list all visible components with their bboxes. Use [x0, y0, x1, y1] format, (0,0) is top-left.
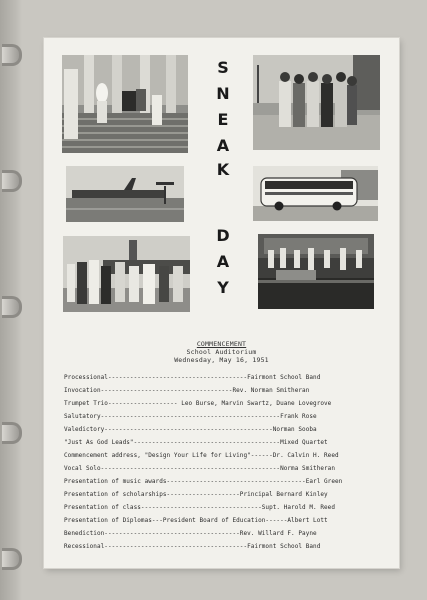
commencement-date: Wednesday, May 16, 1951 [174, 356, 269, 364]
yearbook-page [44, 38, 399, 568]
day-letter: A [216, 252, 230, 271]
photo-crowd-outdoors [63, 236, 190, 312]
program-line: Commencement address, "Design Your Life for Living"------Dr. Calvin H. Reed [64, 452, 339, 459]
photo-bus [253, 166, 378, 221]
sneak-letter: A [216, 136, 230, 155]
binder-ring [2, 548, 22, 570]
program-line: Trumpet Trio------------------- Leo Burse, Marvin Swartz, Duane Lovegrove [64, 400, 332, 407]
sneak-letter: N [216, 84, 230, 103]
program-line: "Just As God Leads"----------------------------------------Mixed Quartet [64, 439, 328, 446]
day-letter: D [216, 226, 230, 245]
photo-girls-group [253, 55, 380, 150]
binder-ring [2, 170, 22, 192]
sneak-letter: K [216, 160, 230, 179]
sneak-letter: S [217, 58, 229, 77]
program-line: Presentation of Diplomas---President Board of Education------Albert Lott [64, 517, 328, 524]
program-line: Recessional---------------------------------------Fairmont School Band [64, 543, 321, 550]
commencement-location: School Auditorium [186, 348, 257, 356]
binder-ring [2, 296, 22, 318]
program-line: Vocal Solo-------------------------------------------------Norma Smitheran [64, 465, 336, 472]
program-line: Valedictory----------------------------------------------Norman Sooba [64, 426, 317, 433]
photo-steps [62, 55, 188, 153]
sneak-letter: E [217, 110, 229, 129]
binder-ring [2, 422, 22, 444]
photo-pool [258, 234, 374, 309]
binder-ring [2, 44, 22, 66]
program-line: Processional--------------------------------------Fairmont School Band [64, 374, 321, 381]
binder-edge [0, 0, 22, 600]
commencement-title: COMMENCEMENT [196, 340, 247, 348]
program-line: Presentation of music awards--------------------------------------Earl Green [64, 478, 343, 485]
program-line: Salutatory-------------------------------------------------Frank Rose [64, 413, 317, 420]
program-line: Presentation of class---------------------------------Supt. Harold M. Reed [64, 504, 336, 511]
photo-airfield [66, 166, 184, 222]
program-line: Presentation of scholarships--------------------Principal Bernard Kinley [64, 491, 328, 498]
day-letter: Y [217, 278, 229, 297]
program-line: Benediction-------------------------------------Rev. Willard F. Payne [64, 530, 317, 537]
program-line: Invocation------------------------------------Rev. Norman Smitheran [64, 387, 310, 394]
